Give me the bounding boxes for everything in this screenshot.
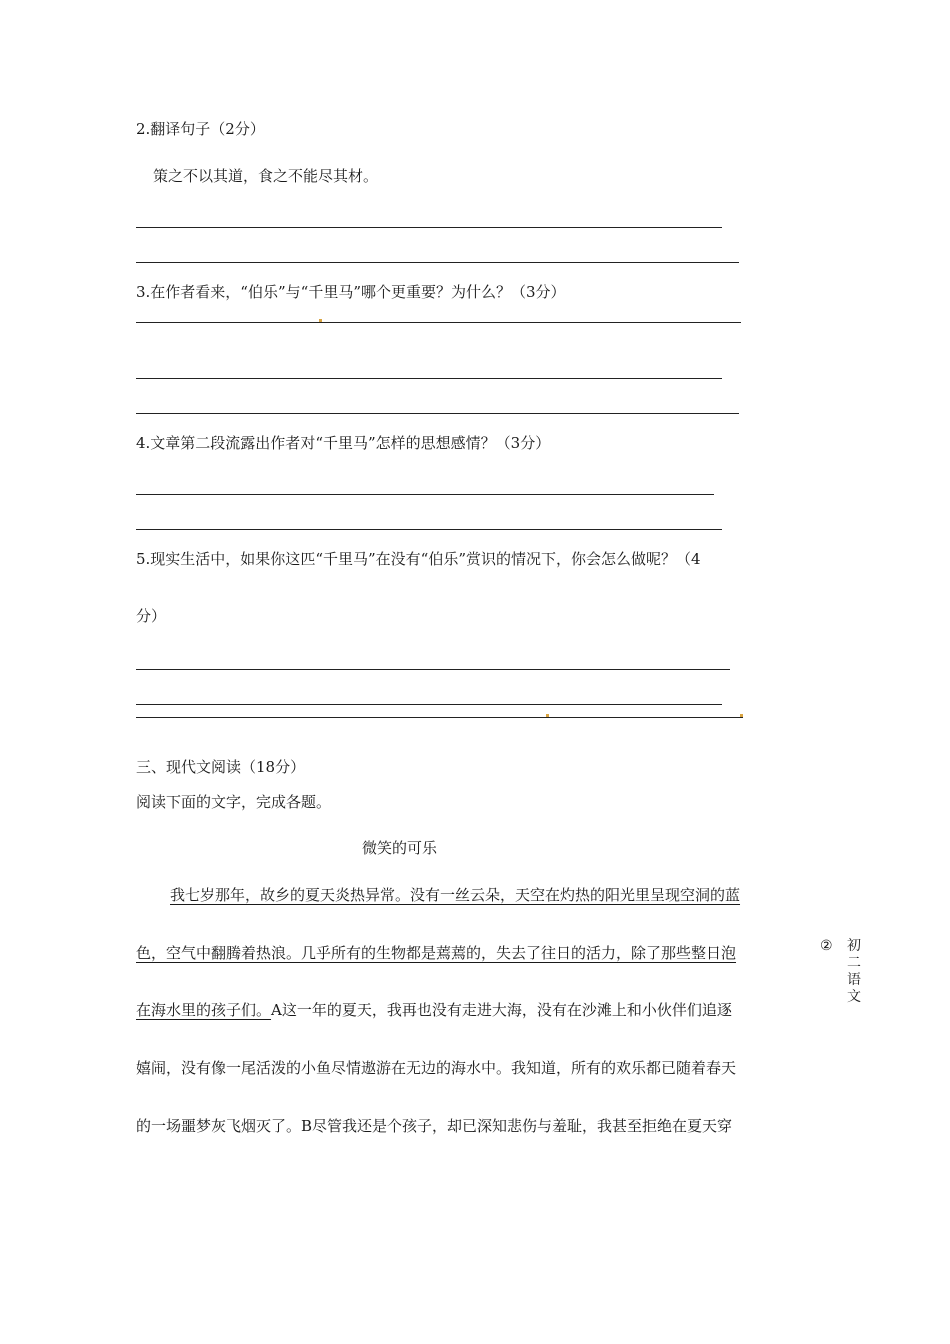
answer-line[interactable] [136,378,722,379]
q3-title: 3.在作者看来，“伯乐”与“千里马”哪个更重要？为什么？（3分） [136,283,566,301]
answer-line[interactable] [136,717,743,718]
marker-dot [546,714,549,717]
subject-label: 初二语文 [847,938,861,1005]
answer-line[interactable] [136,529,722,530]
answer-line[interactable] [136,322,741,323]
passage-underlined-text: 在海水里的孩子们。 [136,1001,272,1019]
answer-line[interactable] [136,494,714,495]
section-instruction: 阅读下面的文字，完成各题。 [136,793,332,811]
q5-title-line1: 5.现实生活中，如果你这匹“千里马”在没有“伯乐”赏识的情况下，你会怎么做呢？（4 [136,550,701,568]
section-heading: 三、现代文阅读（18分） [136,758,306,776]
answer-line[interactable] [136,262,739,263]
answer-line[interactable] [136,227,722,228]
answer-line[interactable] [136,669,730,670]
answer-line[interactable] [136,413,739,414]
passage-line-4: 嬉闹，没有像一尾活泼的小鱼尽情遨游在无边的海水中。我知道，所有的欢乐都已随着春天 [136,1059,737,1077]
page-number: ② [820,938,833,954]
passage-line-5: 的一场噩梦灰飞烟灭了。B尽管我还是个孩子，却已深知悲伤与羞耻，我甚至拒绝在夏天穿 [136,1117,733,1135]
article-title: 微笑的可乐 [362,839,438,857]
q5-title-line2: 分） [136,607,167,625]
passage-line-2: 色，空气中翻腾着热浪。几乎所有的生物都是蔫蔫的，失去了往日的活力，除了那些整日泡 [136,944,737,962]
passage-text: A这一年的夏天，我再也没有走进大海，没有在沙滩上和小伙伴们追逐 [271,1001,732,1019]
q2-sentence: 策之不以其道，食之不能尽其材。 [153,167,379,185]
marker-dot [740,714,743,717]
q4-title: 4.文章第二段流露出作者对“千里马”怎样的思想感情？（3分） [136,434,551,452]
q2-title: 2.翻译句子（2分） [136,120,265,138]
passage-line-3 [136,1000,732,1020]
passage-line-1: 我七岁那年，故乡的夏天炎热异常。没有一丝云朵，天空在灼热的阳光里呈现空洞的蓝 [170,886,741,904]
answer-line[interactable] [136,704,722,705]
marker-dot [319,319,322,322]
